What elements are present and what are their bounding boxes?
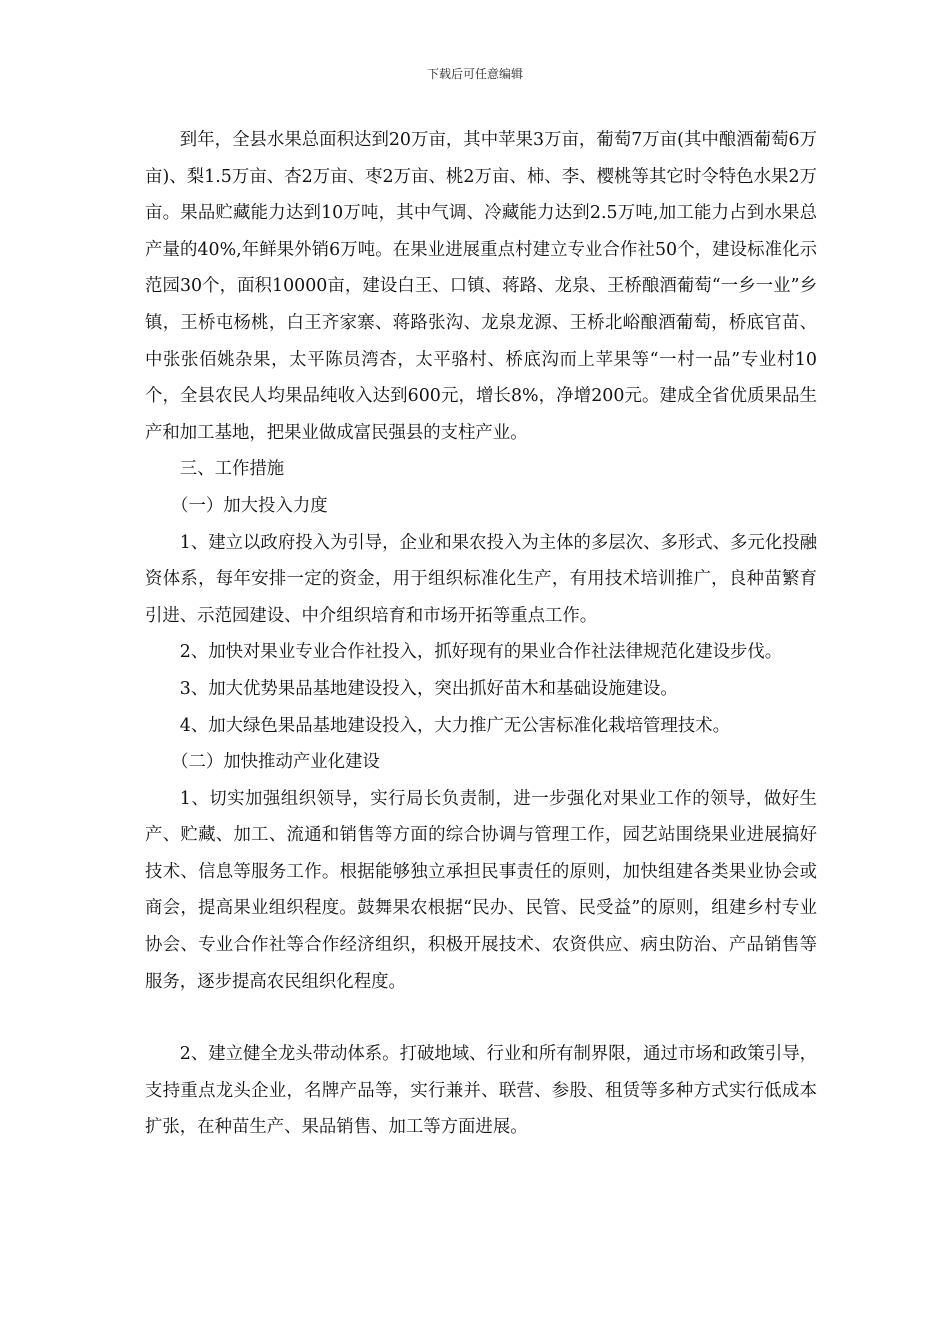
paragraph-investment-4: 4、加大绿色果品基地建设投入，大力推广无公害标准化栽培管理技术。 [179,715,730,736]
sub-heading-industrialization: （二）加快推动产业化建设 [171,752,380,773]
paragraph-goals: 到年，全县水果总面积达到20万亩，其中苹果3万亩，葡萄7万亩(其中酿酒葡萄6万亩)、梨1.5万亩、杏2万亩、枣2万亩、桃2万亩、柿、李、樱桃等其它时令特色水果2万亩。果品贮藏能力达到10万吨，其中气调、冷藏能力达到2.5万吨,加工能力占到水果总产量的40%,年鲜果外销6万吨。在果业进展重点村建立专业合作社50个，建设标准化示范园30个，面积10000亩，建设白王、口镇、蒋路、龙泉、王桥酿酒葡萄“一乡一业”乡镇，王桥屯杨桃，白王齐家寨、蒋路张沟、龙泉龙源、王桥北峪酿酒葡萄，桥底官苗、中张张佰姚杂果，太平陈员湾杏，太平骆村、桥底沟而上苹果等“一村一品”专业村10个，全县农民人均果品纯收入达到600元，增长8%，净增200元。建成全省优质果品生产和加工基地，把果业做成富民强县的支柱产业。 [145,130,817,443]
paragraph-investment-3: 3、加大优势果品基地建设投入，突出抓好苗木和基础设施建设。 [179,678,678,699]
document-body [145,122,817,1146]
paragraph-industrialization-1: 1、切实加强组织领导，实行局长负责制，进一步强化对果业工作的领导，做好生产、贮藏、加工、流通和销售等方面的综合协调与管理工作，园艺站围绕果业进展搞好技术、信息等服务工作。根据能够独立承担民事责任的原则，加快组建各类果业协会或商会，提高果业组织程度。鼓舞果农根据“民办、民管、民受益”的原则，组建乡村专业协会、专业合作社等合作经济组织，积极开展技术、农资供应、病虫防治、产品销售等服务，逐步提高农民组织化程度。 [145,788,817,992]
paragraph-investment-2: 2、加快对果业专业合作社投入，抓好现有的果业合作社法律规范化建设步伐。 [179,642,783,663]
paragraph-investment-1: 1、建立以政府投入为引导，企业和果农投入为主体的多层次、多形式、多元化投融资体系，每年安排一定的资金，用于组织标准化生产，有用技术培训推广，良种苗繁育引进、示范园建设、中介组织培育和市场开拓等重点工作。 [145,532,817,626]
sub-heading-investment: （一）加大投入力度 [171,495,328,516]
paragraph-industrialization-2: 2、建立健全龙头带动体系。打破地域、行业和所有制界限，通过市场和政策引导，支持重点龙头企业，名牌产品等，实行兼并、联营、参股、租赁等多种方式实行低成本扩张，在种苗生产、果品销售、加工等方面进展。 [145,1044,817,1138]
section-heading-measures: 三、工作措施 [179,459,285,480]
page-header: 下载后可任意编辑 [426,67,523,81]
